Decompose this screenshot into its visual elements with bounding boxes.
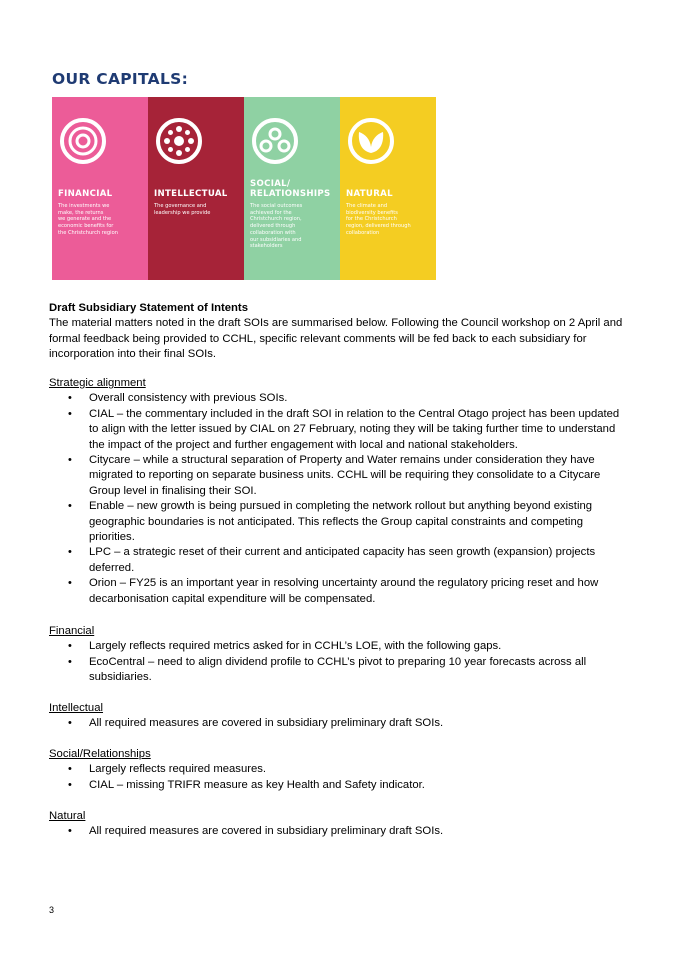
- list-item-text: Citycare – while a structural separation of Property and Water remains under consideration they have migrated to reporting on separate business units. CCHL will be requiring they consolidate to a Citycare Group level in finalising their SOI.: [89, 454, 601, 497]
- people-circle-icon: [251, 117, 299, 165]
- intellectual-heading: Intellectual: [49, 702, 104, 714]
- draft-soi-section: [49, 301, 629, 363]
- list-item: [49, 716, 629, 731]
- list-item-text: All required measures are covered in subsidiary preliminary draft SOIs.: [89, 825, 444, 838]
- list-item: [49, 639, 629, 654]
- list-item-text: CIAL – the commentary included in the draft SOI in relation to the Central Otago project has been updated to align with the letter issued by CIAL on 27 February, noting they will be taking further time to understand the impact of the project and further engagement with local and national stakeholders.: [89, 407, 620, 451]
- list-item: [49, 545, 629, 576]
- capital-natural-description: The climate and biodiversity benefits for the Christchurch region, delivered through collaboration: [346, 203, 411, 236]
- capital-financial: [52, 97, 148, 280]
- social-relationships-list: [49, 762, 629, 793]
- list-item: [49, 824, 629, 839]
- list-item-text: Enable – new growth is being pursued in completing the network rollout but anything beyond existing geographic boundaries is not anticipated. This reflects the Group capital constraints and competing priorities.: [89, 500, 593, 544]
- draft-soi-intro: The material matters noted in the draft SOIs are summarised below. Following the Council workshop on 2 April and formal feedback being provided to CCHL, specific relevant comments will be fed back to each subsidiary for incorporation into their final SOIs.: [49, 317, 623, 361]
- list-item-text: Overall consistency with previous SOIs.: [89, 392, 288, 405]
- strategic-alignment-heading: Strategic alignment: [49, 377, 146, 389]
- capitals-title: OUR CAPITALS:: [52, 70, 189, 88]
- intellectual-list: [49, 716, 629, 731]
- social-relationships-section: [49, 747, 629, 793]
- bullet-icon: •: [68, 717, 72, 730]
- dotted-circle-icon: [155, 117, 203, 165]
- bullet-icon: •: [68, 392, 72, 405]
- bullet-icon: •: [68, 407, 72, 420]
- bullet-icon: •: [68, 640, 72, 653]
- list-item: [49, 499, 629, 545]
- list-item: [49, 576, 629, 607]
- capital-intellectual: [148, 97, 244, 280]
- target-rings-icon: [59, 117, 107, 165]
- natural-list: [49, 824, 629, 839]
- list-item-text: EcoCentral – need to align dividend profile to CCHL’s pivot to preparing 10 year forecasts across all subsidiaries.: [89, 655, 587, 684]
- list-item: [49, 762, 629, 777]
- bullet-icon: •: [68, 778, 72, 791]
- capital-social-relationships: [244, 97, 340, 280]
- capital-financial-name: FINANCIAL: [58, 189, 113, 199]
- capital-natural-name: NATURAL: [346, 189, 393, 199]
- bullet-icon: •: [68, 546, 72, 559]
- list-item: [49, 391, 629, 406]
- strategic-alignment-list: [49, 391, 629, 607]
- capital-intellectual-description: The governance and leadership we provide: [154, 203, 211, 216]
- list-item-text: Orion – FY25 is an important year in resolving uncertainty around the regulatory pricing reset and how decarbonisation capital expenditure will be compensated.: [89, 577, 599, 605]
- bullet-icon: •: [68, 500, 72, 513]
- capital-social-description: The social outcomes achieved for the Christchurch region, delivered through collaboration with our subsidiaries and stakeholders: [250, 203, 303, 250]
- bullet-icon: •: [68, 577, 72, 590]
- list-item: [49, 453, 629, 499]
- capitals-graphic: [52, 97, 436, 280]
- natural-section: [49, 809, 629, 840]
- capital-financial-description: The investments we make, the returns we generate and the economic benefits for the Christchurch region: [58, 203, 118, 236]
- financial-heading: Financial: [49, 625, 95, 637]
- list-item-text: LPC – a strategic reset of their current and anticipated capacity has seen growth (expansion) projects deferred.: [89, 546, 596, 574]
- capital-natural: [340, 97, 436, 280]
- list-item: [49, 655, 629, 686]
- list-item-text: Largely reflects required measures.: [89, 763, 267, 776]
- financial-list: [49, 639, 629, 685]
- capital-intellectual-name: INTELLECTUAL: [154, 189, 228, 199]
- list-item: [49, 778, 629, 793]
- list-item-text: CIAL – missing TRIFR measure as key Health and Safety indicator.: [89, 778, 425, 791]
- natural-heading: Natural: [49, 810, 86, 822]
- draft-soi-heading: Draft Subsidiary Statement of Intents: [49, 302, 248, 314]
- capital-social-name: SOCIAL/ RELATIONSHIPS: [250, 179, 331, 199]
- strategic-alignment-section: [49, 376, 629, 607]
- list-item-text: Largely reflects required metrics asked for in CCHL’s LOE, with the following gaps.: [89, 640, 502, 653]
- bullet-icon: •: [68, 763, 72, 776]
- bullet-icon: •: [68, 655, 72, 668]
- list-item: [49, 407, 629, 453]
- bullet-icon: •: [68, 454, 72, 467]
- page-number: 3: [49, 905, 55, 915]
- bullet-icon: •: [68, 825, 72, 838]
- intellectual-section: [49, 701, 629, 732]
- social-relationships-heading: Social/Relationships: [49, 748, 151, 760]
- list-item-text: All required measures are covered in subsidiary preliminary draft SOIs.: [89, 717, 444, 730]
- leaf-circle-icon: [347, 117, 395, 165]
- financial-section: [49, 624, 629, 686]
